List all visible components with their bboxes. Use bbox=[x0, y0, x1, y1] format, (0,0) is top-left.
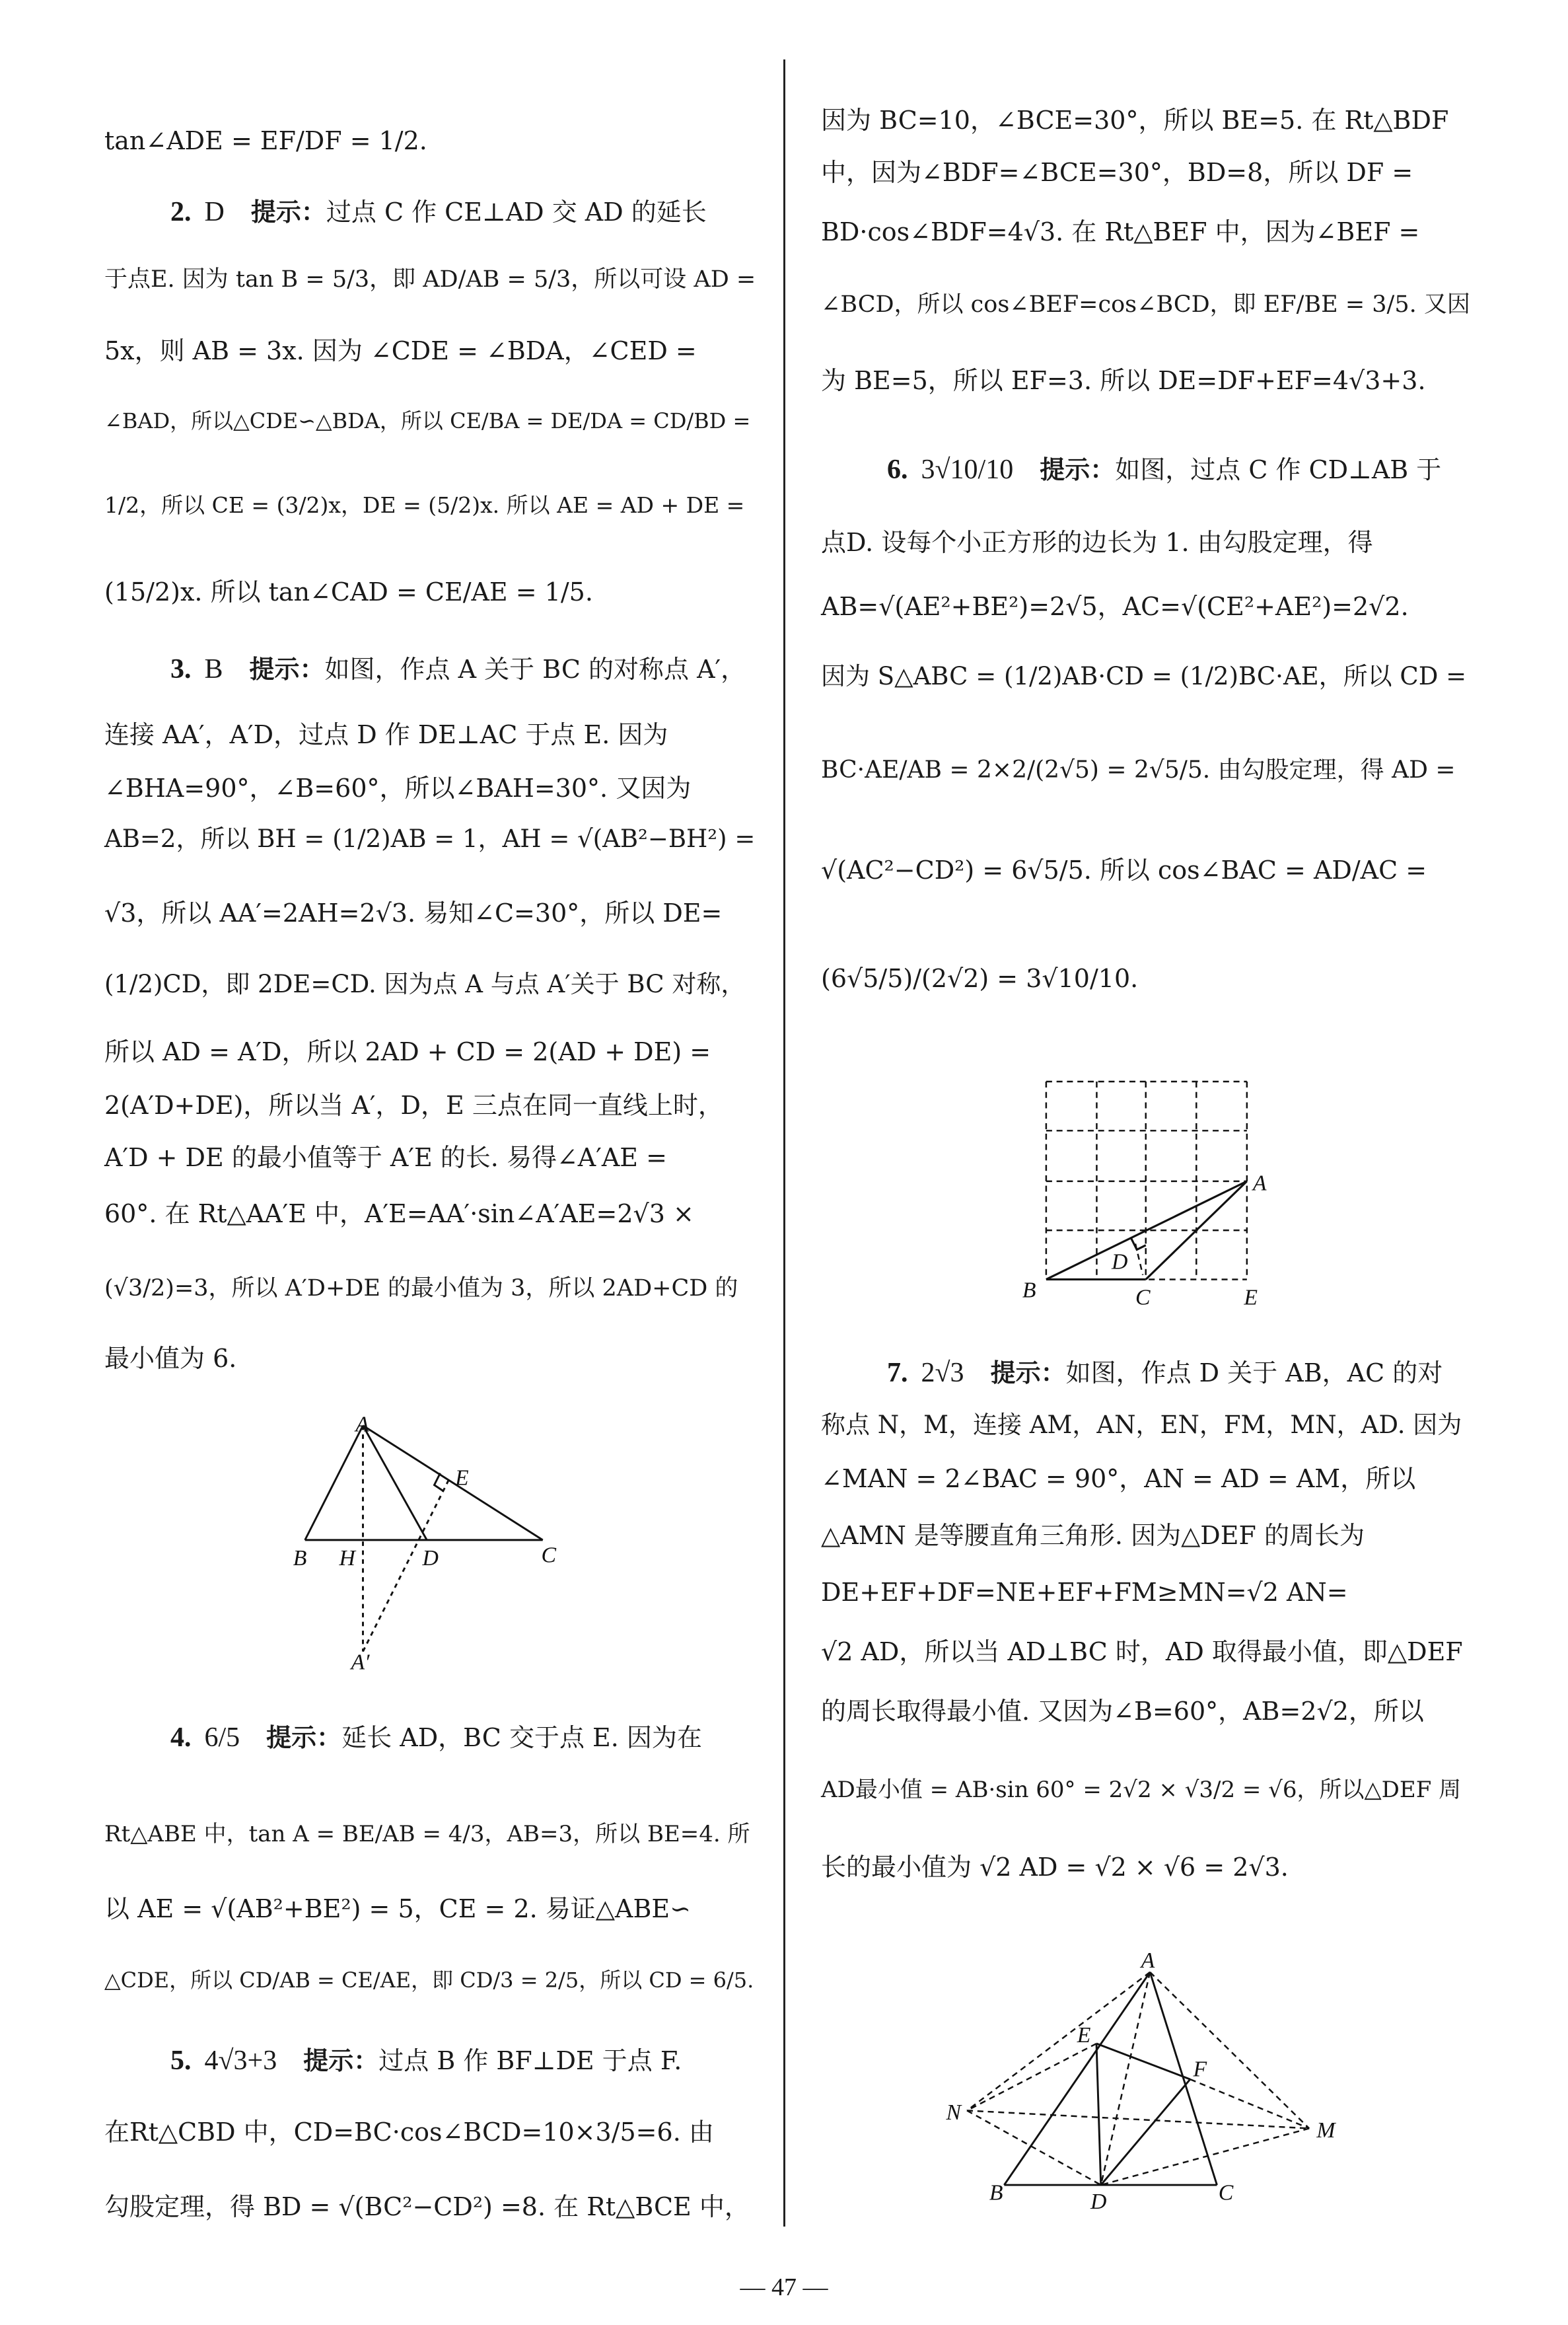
label-C: C bbox=[1218, 2180, 1234, 2205]
problem-number: 4. bbox=[170, 1722, 192, 1753]
problem-answer: 4√3+3 bbox=[204, 2046, 277, 2076]
hint-label: 提示： bbox=[990, 1358, 1066, 1387]
label-F: F bbox=[1193, 2057, 1207, 2082]
problem-number: 5. bbox=[170, 2046, 192, 2076]
text-line: 60°. 在 Rt△AA′E 中，A′E=AA′·sin∠A′AE=2√3 × bbox=[104, 1199, 694, 1228]
problem-7-heading bbox=[821, 1347, 1472, 1399]
problem-5-heading bbox=[104, 2034, 755, 2087]
hint-text: 过点 B 作 BF⊥DE 于点 F. bbox=[378, 2046, 682, 2075]
text-line: 称点 N，M，连接 AM，AN，EN，FM，MN，AD. 因为 bbox=[821, 1411, 1462, 1439]
label-D: D bbox=[1111, 1249, 1128, 1274]
text-line: Rt△ABE 中，tan A = BE/AB = 4/3，AB=3，所以 BE=4. 所 bbox=[104, 1821, 750, 1847]
text-line: 因为 BC=10，∠BCE=30°，所以 BE=5. 在 Rt△BDF bbox=[821, 106, 1449, 135]
text-line: 2(A′D+DE)，所以当 A′，D，E 三点在同一直线上时， bbox=[104, 1091, 723, 1120]
label-B: B bbox=[989, 2180, 1003, 2205]
label-E: E bbox=[1077, 2022, 1091, 2048]
label-A: A bbox=[1252, 1171, 1267, 1196]
text-line: √3，所以 AA′=2AH=2√3. 易知∠C=30°，所以 DE= bbox=[104, 899, 723, 928]
text-line: 以 AE = √(AB²+BE²) = 5，CE = 2. 易证△ABE∽ bbox=[104, 1894, 691, 1923]
label-M: M bbox=[1316, 2118, 1336, 2143]
label-A: A bbox=[355, 1412, 369, 1437]
text-line: (1/2)CD，即 2DE=CD. 因为点 A 与点 A′关于 BC 对称， bbox=[104, 970, 746, 998]
text-line: tan∠ADE = EF/DF = 1/2. bbox=[104, 126, 427, 155]
text-line: 长的最小值为 √2 AD = √2 × √6 = 2√3. bbox=[821, 1853, 1289, 1882]
figure-problem-7 bbox=[937, 1950, 1361, 2225]
text-line: 5x，则 AB = 3x. 因为 ∠CDE = ∠BDA，∠CED = bbox=[104, 336, 697, 365]
text-line: ∠BCD，所以 cos∠BEF=cos∠BCD，即 EF/BE = 3/5. 又因 bbox=[821, 291, 1470, 318]
problem-answer: 3√10/10 bbox=[921, 455, 1014, 485]
text-line: AB=√(AE²+BE²)=2√5，AC=√(CE²+AE²)=2√2. bbox=[821, 592, 1409, 621]
problem-answer: 2√3 bbox=[921, 1358, 964, 1388]
label-B: B bbox=[1022, 1278, 1036, 1303]
hint-label: 提示： bbox=[250, 197, 326, 227]
problem-4-heading bbox=[104, 1711, 755, 1764]
text-line: 最小值为 6. bbox=[104, 1344, 237, 1373]
label-H: H bbox=[339, 1546, 355, 1571]
hint-text: 延长 AD，BC 交于点 E. 因为在 bbox=[341, 1723, 702, 1752]
label-N: N bbox=[946, 2100, 962, 2125]
problem-answer: D bbox=[204, 197, 225, 227]
text-line: (6√5/5)/(2√2) = 3√10/10. bbox=[821, 964, 1139, 993]
text-line: △AMN 是等腰直角三角形. 因为△DEF 的周长为 bbox=[821, 1521, 1365, 1550]
text-line: 因为 S△ABC = (1/2)AB·CD = (1/2)BC·AE，所以 CD = bbox=[821, 662, 1467, 690]
label-A-prime: A′ bbox=[351, 1650, 370, 1675]
figure-problem-3 bbox=[283, 1406, 580, 1681]
text-line: 在Rt△CBD 中，CD=BC·cos∠BCD=10×3/5=6. 由 bbox=[104, 2118, 714, 2147]
text-line: AB=2，所以 BH = (1/2)AB = 1，AH = √(AB²−BH²) = bbox=[104, 825, 756, 853]
label-A: A bbox=[1141, 1950, 1155, 1974]
text-line: 勾股定理，得 BD = √(BC²−CD²) =8. 在 Rt△BCE 中， bbox=[104, 2192, 750, 2221]
page-number: — 47 — bbox=[740, 2273, 828, 2301]
hint-label: 提示： bbox=[249, 654, 325, 684]
text-line: (15/2)x. 所以 tan∠CAD = CE/AE = 1/5. bbox=[104, 577, 593, 607]
hint-label: 提示： bbox=[303, 2046, 379, 2075]
text-line: √2 AD，所以当 AD⊥BC 时，AD 取得最小值，即△DEF bbox=[821, 1637, 1463, 1666]
hint-text: 如图，作点 D 关于 AB，AC 的对 bbox=[1065, 1358, 1443, 1387]
label-D: D bbox=[422, 1546, 439, 1571]
text-line: 的周长取得最小值. 又因为∠B=60°，AB=2√2，所以 bbox=[821, 1697, 1424, 1726]
label-C: C bbox=[1135, 1285, 1151, 1310]
hint-text: 过点 C 作 CE⊥AD 交 AD 的延长 bbox=[326, 198, 707, 227]
text-line: ∠MAN = 2∠BAC = 90°，AN = AD = AM，所以 bbox=[821, 1464, 1416, 1493]
hint-text: 如图，过点 C 作 CD⊥AB 于 bbox=[1115, 455, 1442, 484]
text-line: √(AC²−CD²) = 6√5/5. 所以 cos∠BAC = AD/AC = bbox=[821, 856, 1427, 885]
text-line: 所以 AD = A′D，所以 2AD + CD = 2(AD + DE) = bbox=[104, 1037, 711, 1066]
text-line: 中，因为∠BDF=∠BCE=30°，BD=8，所以 DF = bbox=[821, 158, 1413, 187]
text-line: 为 BE=5，所以 EF=3. 所以 DE=DF+EF=4√3+3. bbox=[821, 366, 1426, 395]
text-line: ∠BHA=90°，∠B=60°，所以∠BAH=30°. 又因为 bbox=[104, 774, 692, 803]
column-divider bbox=[783, 59, 785, 2227]
problem-2-heading bbox=[104, 186, 755, 239]
text-line: ∠BAD，所以△CDE∽△BDA，所以 CE/BA = DE/DA = CD/BD = bbox=[104, 408, 751, 433]
figure-problem-6 bbox=[1012, 1064, 1295, 1324]
text-line: DE+EF+DF=NE+EF+FM≥MN=√2 AN= bbox=[821, 1578, 1348, 1607]
text-line: A′D + DE 的最小值等于 A′E 的长. 易得∠A′AE = bbox=[104, 1143, 667, 1172]
problem-number: 3. bbox=[170, 654, 192, 684]
label-E: E bbox=[455, 1465, 469, 1491]
label-B: B bbox=[293, 1546, 307, 1571]
text-line: AD最小值 = AB·sin 60° = 2√2 × √3/2 = √6，所以△DEF 周 bbox=[821, 1777, 1462, 1803]
text-line: BD·cos∠BDF=4√3. 在 Rt△BEF 中，因为∠BEF = bbox=[821, 217, 1420, 246]
text-line: 连接 AA′，A′D，过点 D 作 DE⊥AC 于点 E. 因为 bbox=[104, 720, 668, 749]
problem-number: 7. bbox=[887, 1358, 908, 1388]
hint-label: 提示： bbox=[266, 1722, 342, 1752]
text-line: △CDE，所以 CD/AB = CE/AE，即 CD/3 = 2/5，所以 CD = 6/5. bbox=[104, 1968, 754, 1993]
problem-number: 6. bbox=[887, 455, 908, 485]
problem-answer: B bbox=[204, 654, 223, 684]
problem-answer: 6/5 bbox=[204, 1722, 240, 1753]
hint-label: 提示： bbox=[1040, 455, 1116, 484]
text-line: BC·AE/AB = 2×2/(2√5) = 2√5/5. 由勾股定理，得 AD = bbox=[821, 757, 1456, 784]
label-C: C bbox=[541, 1543, 557, 1568]
text-line: (√3/2)=3，所以 A′D+DE 的最小值为 3，所以 2AD+CD 的 bbox=[104, 1275, 738, 1302]
problem-6-heading bbox=[821, 443, 1472, 496]
label-E: E bbox=[1244, 1285, 1258, 1310]
problem-3-heading bbox=[104, 643, 755, 696]
text-line: 于点E. 因为 tan B = 5/3，即 AD/AB = 5/3，所以可设 AD = bbox=[104, 266, 756, 293]
hint-text: 如图，作点 A 关于 BC 的对称点 A′， bbox=[324, 655, 746, 684]
label-D: D bbox=[1090, 2190, 1107, 2215]
text-line: 点D. 设每个小正方形的边长为 1. 由勾股定理，得 bbox=[821, 528, 1373, 557]
text-line: 1/2，所以 CE = (3/2)x，DE = (5/2)x. 所以 AE = AD + DE = bbox=[104, 492, 745, 518]
problem-number: 2. bbox=[170, 197, 192, 227]
